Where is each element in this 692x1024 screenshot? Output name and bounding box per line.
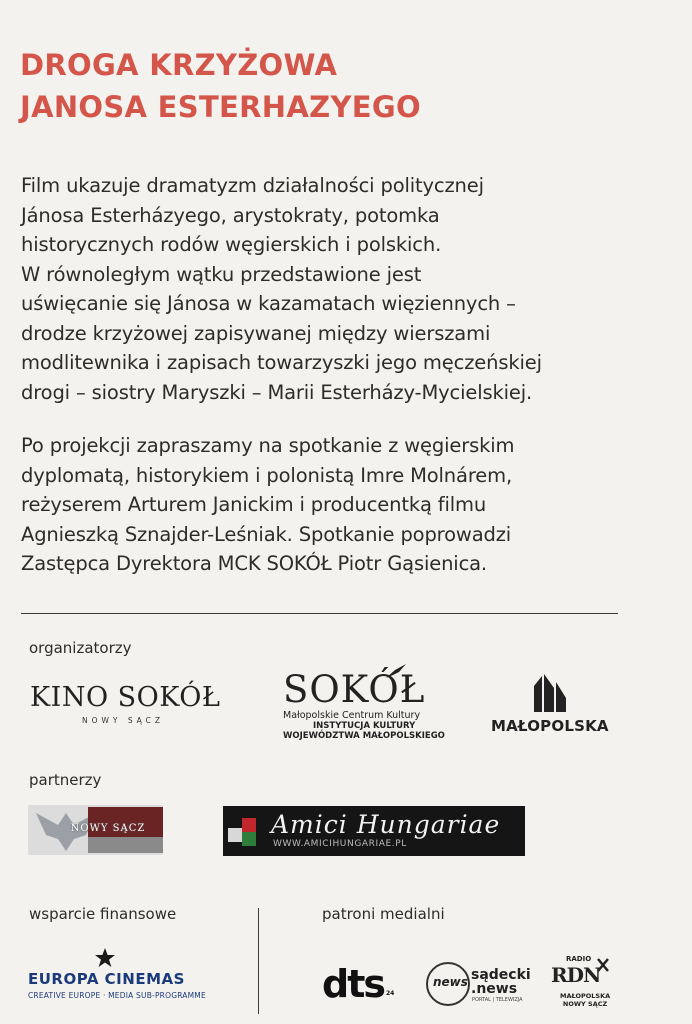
rdn-line-1: MAŁOPOLSKA: [560, 992, 611, 1000]
dts-name: dts: [322, 962, 384, 1006]
malopolska-mark-icon: [532, 672, 572, 714]
text-line: Jánosa Esterházyego, arystokraty, potomka: [21, 203, 440, 227]
sadecki-line-2: .news: [471, 981, 518, 997]
text-line: reżyserem Arturem Janickim i producentką filmu: [21, 493, 487, 516]
text-line: drogi – siostry Maryszki – Marii Esterházy-Mycielskiej.: [21, 380, 533, 404]
mck-sokol-line-3: WOJEWÓDZTWA MAŁOPOLSKIEGO: [283, 731, 445, 741]
text-line: modlitewnika i zapisach towarzyszki jego męczeńskiej: [21, 351, 542, 374]
sadecki-subtitle: PORTAL | TELEWIZJA: [472, 997, 523, 1003]
mck-sokol-line-2: INSTYTUCJA KULTURY: [313, 721, 416, 731]
sadecki-name: [471, 968, 531, 996]
vertical-divider: [258, 908, 259, 1014]
financial-support-label: wsparcie finansowe: [29, 905, 177, 923]
rdn-line-2: NOWY SĄCZ: [562, 1000, 608, 1008]
text-line: Film ukazuje dramatyzm działalności politycznej: [21, 174, 484, 197]
mck-sokol-name: SOKÓŁ: [283, 668, 426, 711]
rdn-x-icon: [597, 958, 609, 972]
page-title: [20, 44, 421, 128]
news-logo: [426, 962, 470, 1006]
media-patrons-label: patroni medialni: [322, 905, 445, 923]
rdn-radio: RADIO: [566, 955, 592, 963]
text-line: W równoległym wątku przedstawione jest: [21, 262, 422, 286]
kino-sokol-name: KINO SOKÓŁ: [30, 682, 221, 713]
title-line-1: DROGA KRZYŻOWA: [20, 48, 338, 82]
nowy-sacz-partner-name: NOWY SĄCZ: [70, 823, 146, 834]
europa-cinemas-subtitle: CREATIVE EUROPE · MEDIA SUB-PROGRAMME: [28, 991, 206, 1000]
amici-hungariae-logo: [223, 806, 525, 856]
europa-cinemas-name: EUROPA CINEMAS: [28, 970, 185, 988]
text-line: Agnieszką Sznajder-Leśniak. Spotkanie poprowadzi: [21, 522, 512, 546]
sadecki-line-1: sądecki: [471, 967, 531, 983]
text-line: Zastępca Dyrektora MCK SOKÓŁ Piotr Gąsienica.: [21, 552, 487, 575]
amici-hungariae-name: Amici Hungariae: [271, 810, 501, 839]
text-line: historycznych rodów węgierskich i polskich.: [21, 233, 442, 256]
amici-squares-icon: [228, 818, 264, 848]
kino-sokol-subtitle: NOWY SĄCZ: [81, 716, 165, 725]
title-line-2: JANOSA ESTERHAZYEGO: [20, 90, 421, 124]
section-divider: [21, 613, 618, 614]
text-line: uświęcanie się Jánosa w kazamatach więziennych –: [21, 292, 516, 315]
news-name: news: [433, 975, 468, 989]
mck-sokol-line-1: Małopolskie Centrum Kultury: [283, 710, 421, 721]
description-paragraph-1: [21, 171, 542, 407]
text-line: drodze krzyżowej zapisywanej między wierszami: [21, 321, 491, 345]
star-icon: [94, 947, 116, 969]
nowy-sacz-partner-logo: [28, 805, 163, 855]
amici-hungariae-url: WWW.AMICIHUNGARIAE.PL: [273, 839, 407, 849]
text-line: dyplomatą, historykiem i polonistą Imre Molnárem,: [21, 463, 512, 487]
rdn-subtitle: [560, 992, 610, 1008]
dts-suffix: 24: [386, 990, 395, 997]
description-paragraph-2: [21, 431, 514, 579]
malopolska-name: MAŁOPOLSKA: [491, 717, 609, 735]
text-line: Po projekcji zapraszamy na spotkanie z węgierskim: [21, 434, 515, 457]
organizers-label: organizatorzy: [29, 639, 132, 657]
partners-label: partnerzy: [29, 771, 102, 789]
rdn-name: RDN: [551, 963, 601, 987]
